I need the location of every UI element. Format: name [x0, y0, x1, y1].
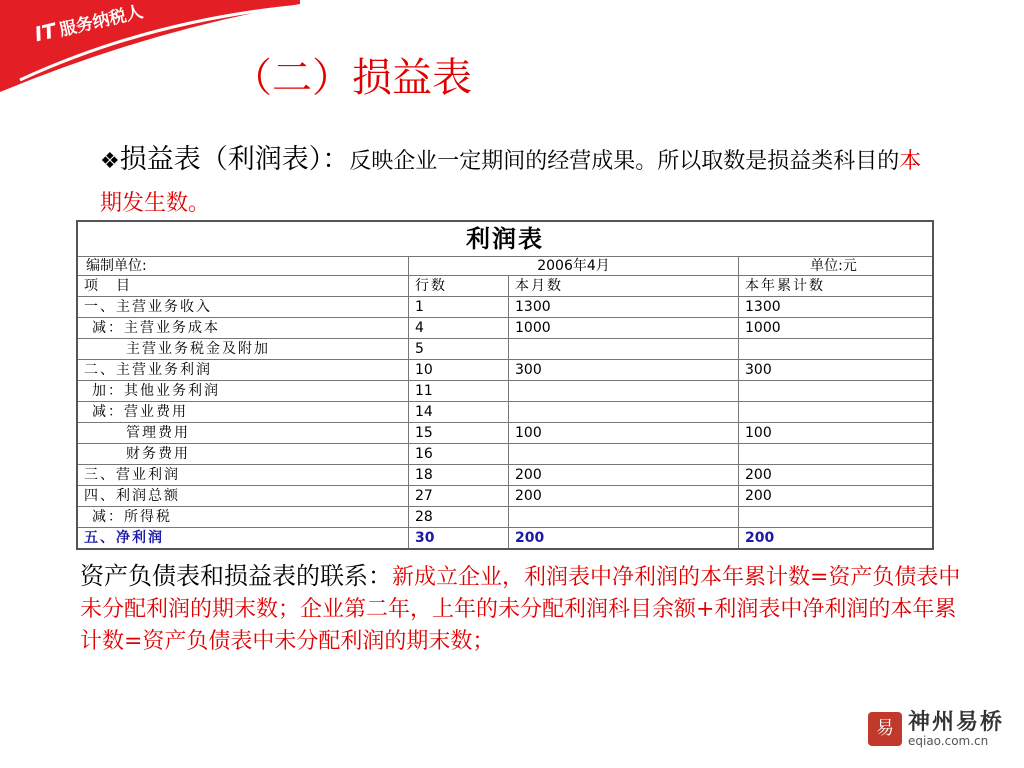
slide-title: （二）损益表	[232, 55, 472, 101]
table-row	[78, 423, 932, 444]
seal-icon: 易	[868, 712, 902, 746]
cell-month: 200	[509, 465, 739, 485]
brand-it: IT	[32, 18, 59, 47]
cell-month: 200	[509, 486, 739, 506]
cell-line: 11	[409, 381, 509, 401]
cell-item: 减：营业费用	[78, 402, 409, 422]
statement-body	[78, 297, 932, 548]
cell-item: 管理费用	[78, 423, 409, 443]
cell-ytd: 1300	[745, 299, 781, 315]
cell-month: 300	[509, 360, 739, 380]
cell-month: 100	[509, 423, 739, 443]
table-row	[78, 507, 932, 528]
cell-ytd: 100	[745, 425, 772, 441]
lead-paragraph	[100, 140, 940, 224]
cell-ytd	[739, 402, 928, 422]
cell-item: 一、主营业务收入	[78, 297, 409, 317]
cell-month	[509, 381, 739, 401]
cell-item: 二、主营业务利润	[78, 360, 409, 380]
cell-ytd: 200	[745, 467, 772, 483]
watermark-url: eqiao.com.cn	[907, 734, 989, 748]
statement-title: 利润表	[78, 222, 932, 257]
cell-item: 减：主营业务成本	[78, 318, 409, 338]
cell-line: 5	[409, 339, 509, 359]
lead-desc: 反映企业一定期间的经营成果。所以取数是损益类科目的	[349, 149, 900, 174]
cell-line: 27	[409, 486, 509, 506]
table-row	[78, 297, 932, 318]
cell-month: 200	[509, 528, 739, 548]
cell-month: 1000	[509, 318, 739, 338]
statement-info-row	[78, 257, 932, 276]
cell-line: 14	[409, 402, 509, 422]
lead-end: 。	[188, 191, 211, 216]
header-month: 本月数	[509, 276, 739, 296]
cell-month	[509, 339, 739, 359]
cell-line: 10	[409, 360, 509, 380]
cell-line: 18	[409, 465, 509, 485]
table-row	[78, 444, 932, 465]
table-row	[78, 528, 932, 548]
statement-unit-label: 编制单位:	[78, 257, 409, 275]
table-row	[78, 360, 932, 381]
cell-month	[509, 402, 739, 422]
cell-item: 财务费用	[78, 444, 409, 464]
relation-label: 资产负债表和损益表的联系：	[80, 562, 392, 590]
cell-ytd	[739, 339, 928, 359]
diamond-bullet-icon: ❖	[100, 149, 120, 174]
header-item: 项 目	[78, 276, 409, 296]
cell-line: 1	[409, 297, 509, 317]
cell-line: 30	[409, 528, 509, 548]
cell-month	[509, 507, 739, 527]
cell-line: 16	[409, 444, 509, 464]
statement-period: 2006年4月	[409, 257, 739, 275]
cell-line: 15	[409, 423, 509, 443]
cell-ytd: 200	[745, 530, 775, 546]
lead-highlight: 本期发生数	[100, 149, 922, 216]
cell-month	[509, 444, 739, 464]
table-row	[78, 339, 932, 360]
cell-ytd: 200	[745, 488, 772, 504]
cell-item: 加：其他业务利润	[78, 381, 409, 401]
watermark-name: 神州易桥	[907, 709, 1004, 735]
cell-ytd: 1000	[745, 320, 781, 336]
cell-item: 四、利润总额	[78, 486, 409, 506]
table-row	[78, 486, 932, 507]
cell-item: 五、净利润	[78, 528, 409, 548]
table-row	[78, 465, 932, 486]
table-row	[78, 381, 932, 402]
watermark-logo	[868, 710, 1004, 748]
cell-ytd	[739, 507, 928, 527]
statement-currency: 单位:元	[810, 258, 857, 274]
lead-colon: ：	[322, 144, 350, 175]
cell-ytd	[739, 444, 928, 464]
cell-item: 主营业务税金及附加	[78, 339, 409, 359]
relation-paragraph	[80, 560, 970, 658]
cell-item: 三、营业利润	[78, 465, 409, 485]
table-row	[78, 318, 932, 339]
watermark-text	[908, 710, 1004, 748]
cell-item: 减：所得税	[78, 507, 409, 527]
cell-line: 28	[409, 507, 509, 527]
income-statement-table	[76, 220, 934, 550]
cell-month: 1300	[509, 297, 739, 317]
relation-text: 新成立企业，利润表中净利润的本年累计数=资产负债表中未分配利润的期末数；企业第二年，上年的未分配利润科目余额+利润表中净利润的本年累计数=资产负债表中未分配利润的期末数；	[80, 565, 961, 654]
cell-line: 4	[409, 318, 509, 338]
lead-term: 损益表（利润表）	[119, 144, 323, 175]
header-ytd: 本年累计数	[745, 278, 825, 294]
statement-header-row	[78, 276, 932, 297]
brand-name: 服务纳税人	[57, 2, 145, 41]
header-line: 行数	[409, 276, 509, 296]
cell-ytd: 300	[745, 362, 772, 378]
cell-ytd	[739, 381, 928, 401]
table-row	[78, 402, 932, 423]
